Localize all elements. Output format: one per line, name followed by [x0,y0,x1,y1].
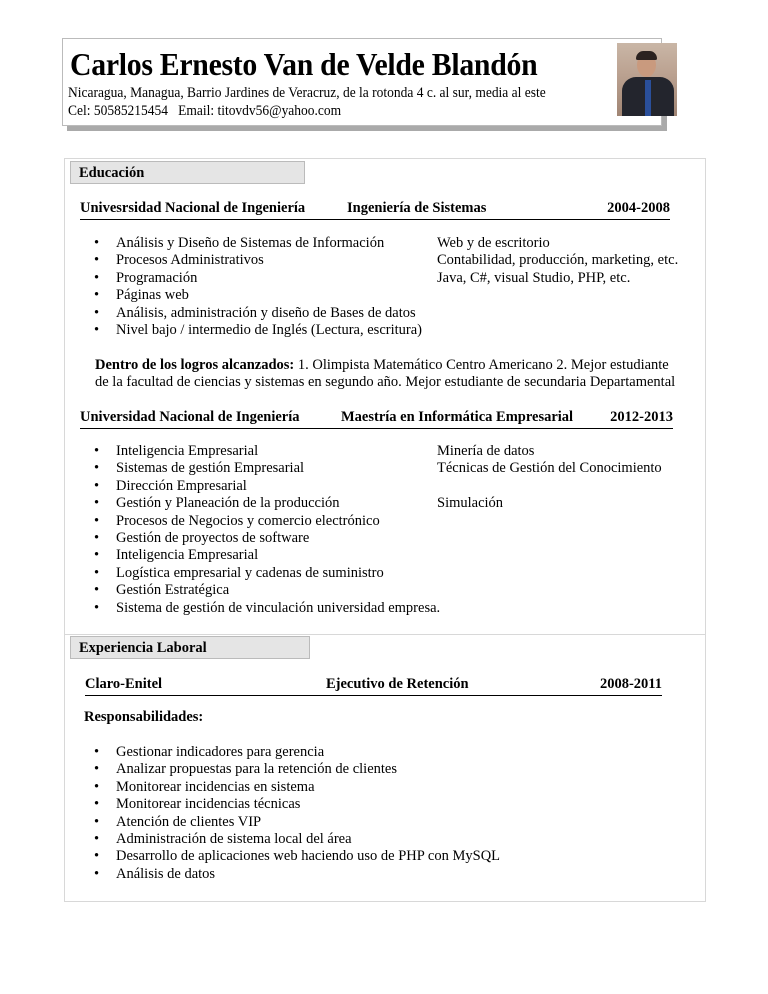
bullet-icon: • [94,564,100,581]
bullet-icon: • [94,252,100,269]
bullet-icon: • [94,778,100,795]
list-item [94,287,694,304]
school: Univesrsidad Nacional de Ingeniería [80,200,306,216]
item-text: Gestión Estratégica [116,582,230,599]
candidate-name: Carlos Ernesto Van de Velde Blandón [70,46,538,82]
role: Ejecutivo de Retención [326,676,469,692]
list-item [94,848,694,865]
bullet-icon: • [94,547,100,564]
item-text: Páginas web [116,287,189,304]
bullet-icon: • [94,495,100,512]
list-item [94,779,694,796]
item-text: Gestión de proyectos de software [116,529,310,546]
item-text: Programación [116,269,198,286]
item-detail: Web y de escritorio [437,235,550,251]
item-detail: Simulación [437,495,504,512]
item-text: Atención de clientes VIP [116,813,262,830]
list-item [94,565,694,582]
list-item [94,478,694,495]
item-detail: Minería de datos [437,443,535,459]
bullet-icon: • [94,813,100,830]
email: Email: titovdv56@yahoo.com [178,103,342,119]
achievements-text-2: de la facultad de ciencias y sistemas en segundo año. Mejor estudiante de secundaria Departamental [95,374,676,391]
section-divider [64,634,705,635]
list-item [94,270,694,287]
item-text: Administración de sistema local del área [116,830,352,847]
education-entry-2 [80,409,673,429]
item-text: Gestión y Planeación de la producción [116,495,340,512]
list-item [94,252,694,269]
item-text: Dirección Empresarial [116,477,247,494]
company: Claro-Enitel [85,676,163,692]
bullet-icon: • [94,744,100,760]
list-item [94,443,694,460]
bullet-icon: • [94,460,100,477]
profile-photo [617,43,677,116]
degree: Maestría en Informática Empresarial [341,409,574,425]
list-item [94,814,694,831]
item-text: Análisis, administración y diseño de Bases de datos [116,304,416,321]
list-item [94,866,694,883]
item-text: Procesos de Negocios y comercio electrónico [116,512,380,529]
list-item [94,460,694,477]
list-item [94,831,694,848]
bullet-icon: • [94,865,100,882]
item-text: Sistemas de gestión Empresarial [116,460,305,477]
bullet-icon: • [94,304,100,321]
list-item [94,495,694,512]
bullet-icon: • [94,796,100,813]
item-text: Logística empresarial y cadenas de suministro [116,564,384,581]
phone: Cel: 50585215454 [68,103,169,119]
item-detail: Técnicas de Gestión del Conocimiento [437,460,662,477]
years: 2012-2013 [610,409,673,425]
bullet-icon: • [94,477,100,494]
item-text: Monitorear incidencias técnicas [116,796,301,813]
list-item [94,547,694,564]
item-text: Procesos Administrativos [116,252,264,269]
list-item [94,305,694,322]
list-item [94,530,694,547]
section-header-education: Educación [70,161,305,184]
list-item [94,322,694,339]
responsibilities-label: Responsabilidades: [84,709,204,725]
bullet-icon: • [94,830,100,847]
list-item [94,513,694,530]
achievements-label: Dentro de los logros alcanzados: [95,357,295,373]
bullet-icon: • [94,848,100,865]
bullet-icon: • [94,761,100,778]
years: 2008-2011 [599,676,662,692]
item-text: Inteligencia Empresarial [116,547,259,564]
item-text: Nivel bajo / intermedio de Inglés (Lectura, escritura) [116,321,422,338]
bullet-icon: • [94,321,100,338]
experience-entry [85,676,662,696]
item-text: Inteligencia Empresarial [116,443,259,459]
list-item [94,796,694,813]
education-1-list [94,235,694,339]
years: 2004-2008 [607,200,670,216]
list-item [94,744,694,761]
item-text: Monitorear incidencias en sistema [116,778,315,795]
item-text: Desarrollo de aplicaciones web haciendo uso de PHP con MySQL [116,848,501,865]
list-item [94,582,694,599]
list-item [94,235,694,252]
item-text: Analizar propuestas para la retención de clientes [116,761,398,778]
bullet-icon: • [94,582,100,599]
bullet-icon: • [94,235,100,251]
list-item [94,600,694,617]
bullet-icon: • [94,443,100,459]
item-detail: Contabilidad, producción, marketing, etc. [437,252,679,269]
achievements-text: 1. Olimpista Matemático Centro Americano 2. Mejor estudiante [294,357,669,373]
bullet-icon: • [94,529,100,546]
education-entry-1 [80,200,670,220]
degree: Ingeniería de Sistemas [347,200,487,216]
bullet-icon: • [94,269,100,286]
contact-line [68,103,341,120]
bullet-icon: • [94,287,100,304]
section-header-experience: Experiencia Laboral [70,636,310,659]
bullet-icon: • [94,512,100,529]
school: Universidad Nacional de Ingeniería [80,409,300,425]
item-detail: Java, C#, visual Studio, PHP, etc. [437,269,631,286]
list-item [94,761,694,778]
responsibilities-list [94,744,694,883]
education-2-list [94,443,694,617]
item-text: Análisis de datos [116,865,216,882]
item-text: Sistema de gestión de vinculación universidad empresa. [116,599,441,616]
bullet-icon: • [94,599,100,616]
item-text: Gestionar indicadores para gerencia [116,744,325,760]
address: Nicaragua, Managua, Barrio Jardines de Veracruz, de la rotonda 4 c. al sur, media al este [68,85,546,101]
item-text: Análisis y Diseño de Sistemas de Información [116,235,385,251]
achievements [95,357,675,392]
